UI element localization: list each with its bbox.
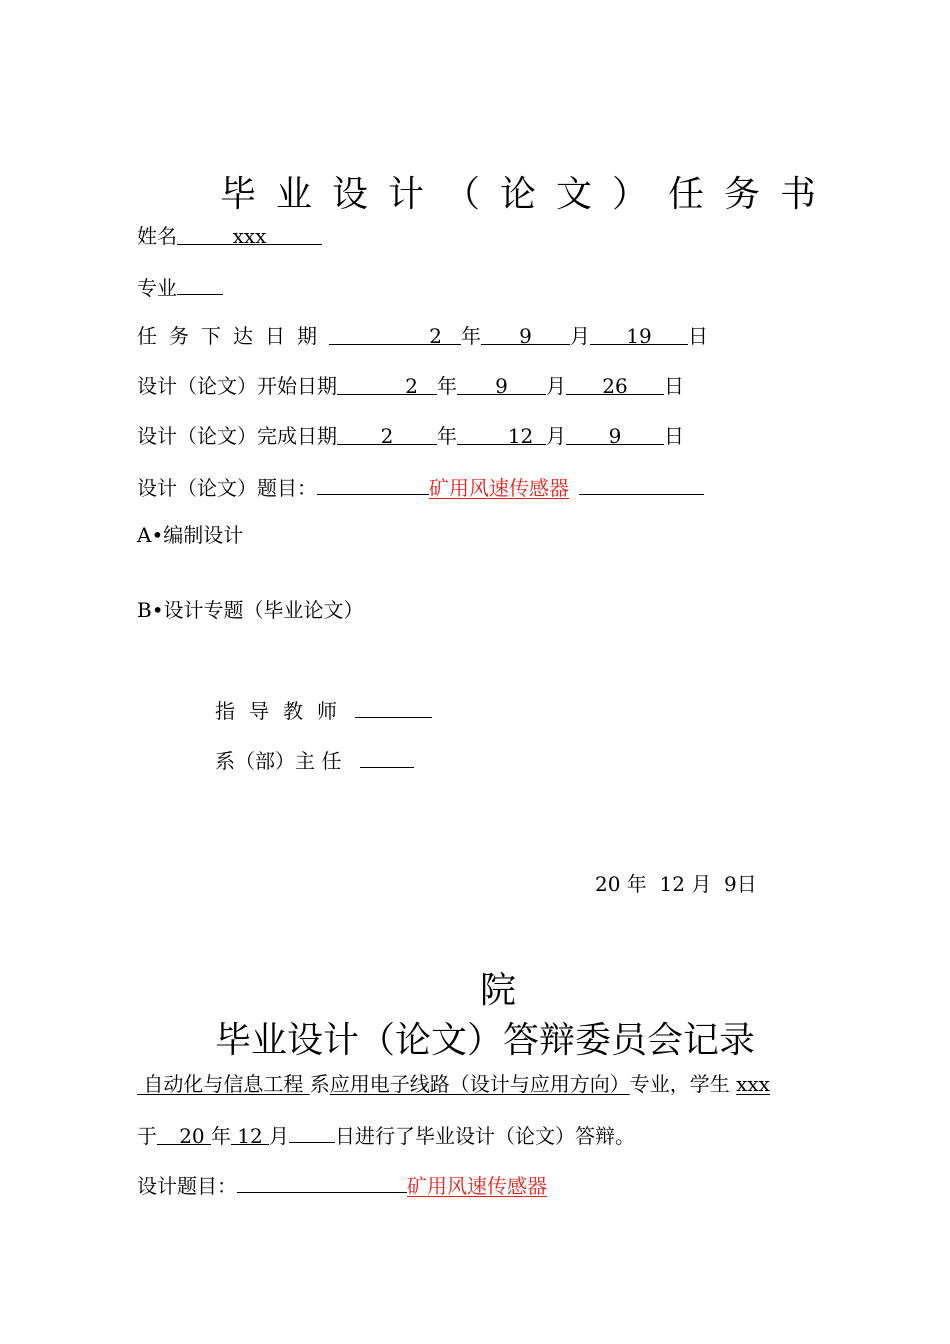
finish-month: 12 [507,424,534,448]
start-month-field [457,374,546,398]
finish-day-char: 日 [664,424,684,448]
start-month-char: 月 [546,374,566,398]
dept-head-row [215,747,414,773]
start-year: 2 [405,374,418,398]
start-day-char: 日 [664,374,684,398]
issue-month: 9 [519,324,532,348]
defense-month-field [231,1124,269,1148]
name-row [137,224,322,248]
defense-year: 20 [179,1124,205,1148]
finish-year: 2 [380,424,394,448]
defense-year-char: 年 [211,1124,231,1148]
finish-date-row [137,424,684,448]
advisor-field [355,697,432,718]
student-value: xxx [736,1072,770,1096]
issue-year-field [329,324,461,348]
defense-month-char: 月 [269,1124,289,1148]
institute-label: 院 [480,970,517,1011]
finish-year-field [337,424,437,448]
advisor-row [215,697,432,723]
major-row [137,274,223,300]
issue-month-field [481,324,570,348]
start-date-label: 设计（论文）开始日期 [137,374,337,398]
name-label: 姓名 [137,224,177,248]
finish-date-label: 设计（论文）完成日期 [137,424,337,448]
finish-month-field [457,424,546,448]
section-a: A•编制设计 [137,523,244,547]
defense-year-field [157,1124,211,1148]
defense-row-2 [137,1122,635,1148]
finish-month-char: 月 [546,424,566,448]
defense-day-field [289,1122,335,1143]
topic-pre-blank [317,474,429,495]
finish-day-field [566,424,664,448]
department-text: 自动化与信息工程 [143,1072,304,1096]
issue-month-char: 月 [570,324,590,348]
dept-head-label: 系（部）主 任 [215,749,342,773]
start-month: 9 [495,374,508,398]
task-book-title: 毕业设计（论文）任务书 [220,174,837,215]
defense-topic-label: 设计题目： [137,1174,237,1198]
finish-year-char: 年 [437,424,457,448]
defense-sentence-end: 日进行了毕业设计（论文）答辩。 [335,1124,635,1148]
name-value: xxx [232,224,267,248]
major-suffix: 专业，学生 [629,1072,730,1096]
on-char: 于 [137,1124,157,1148]
issue-year-char: 年 [461,324,481,348]
start-year-field [337,374,437,398]
dept-head-field [360,747,414,768]
advisor-label: 指导教师 [215,699,351,723]
defense-topic-blank [237,1172,407,1193]
start-year-char: 年 [437,374,457,398]
issue-day-field [590,324,688,348]
issue-date-row [137,324,708,348]
defense-month: 12 [237,1124,263,1148]
defense-topic-row [137,1172,547,1198]
issue-date-label: 任务下达日期 [137,324,329,348]
start-day: 26 [602,374,628,398]
major-label: 专业 [137,276,177,300]
issue-year: 2 [429,324,442,348]
topic-label: 设计（论文）题目： [137,476,317,500]
start-day-field [566,374,664,398]
start-date-row [137,374,684,398]
defense-topic-value: 矿用风速传感器 [407,1174,547,1198]
dept-suffix: 系 [309,1072,330,1096]
issue-day-char: 日 [688,324,708,348]
finish-day: 9 [608,424,622,448]
section-b: B•设计专题（毕业论文） [137,598,364,622]
major-field [177,274,223,295]
topic-value: 矿用风速传感器 [429,476,569,500]
topic-row [137,474,704,500]
department-value [137,1072,310,1096]
defense-row-1 [137,1072,770,1096]
task-book-date: 20 年 12 月 9日 [595,872,757,896]
topic-post-blank [579,474,704,495]
issue-day: 19 [626,324,652,348]
major-value: 应用电子线路（设计与应用方向） [329,1072,630,1096]
name-field [177,224,322,248]
defense-title: 毕业设计（论文）答辩委员会记录 [215,1020,756,1061]
